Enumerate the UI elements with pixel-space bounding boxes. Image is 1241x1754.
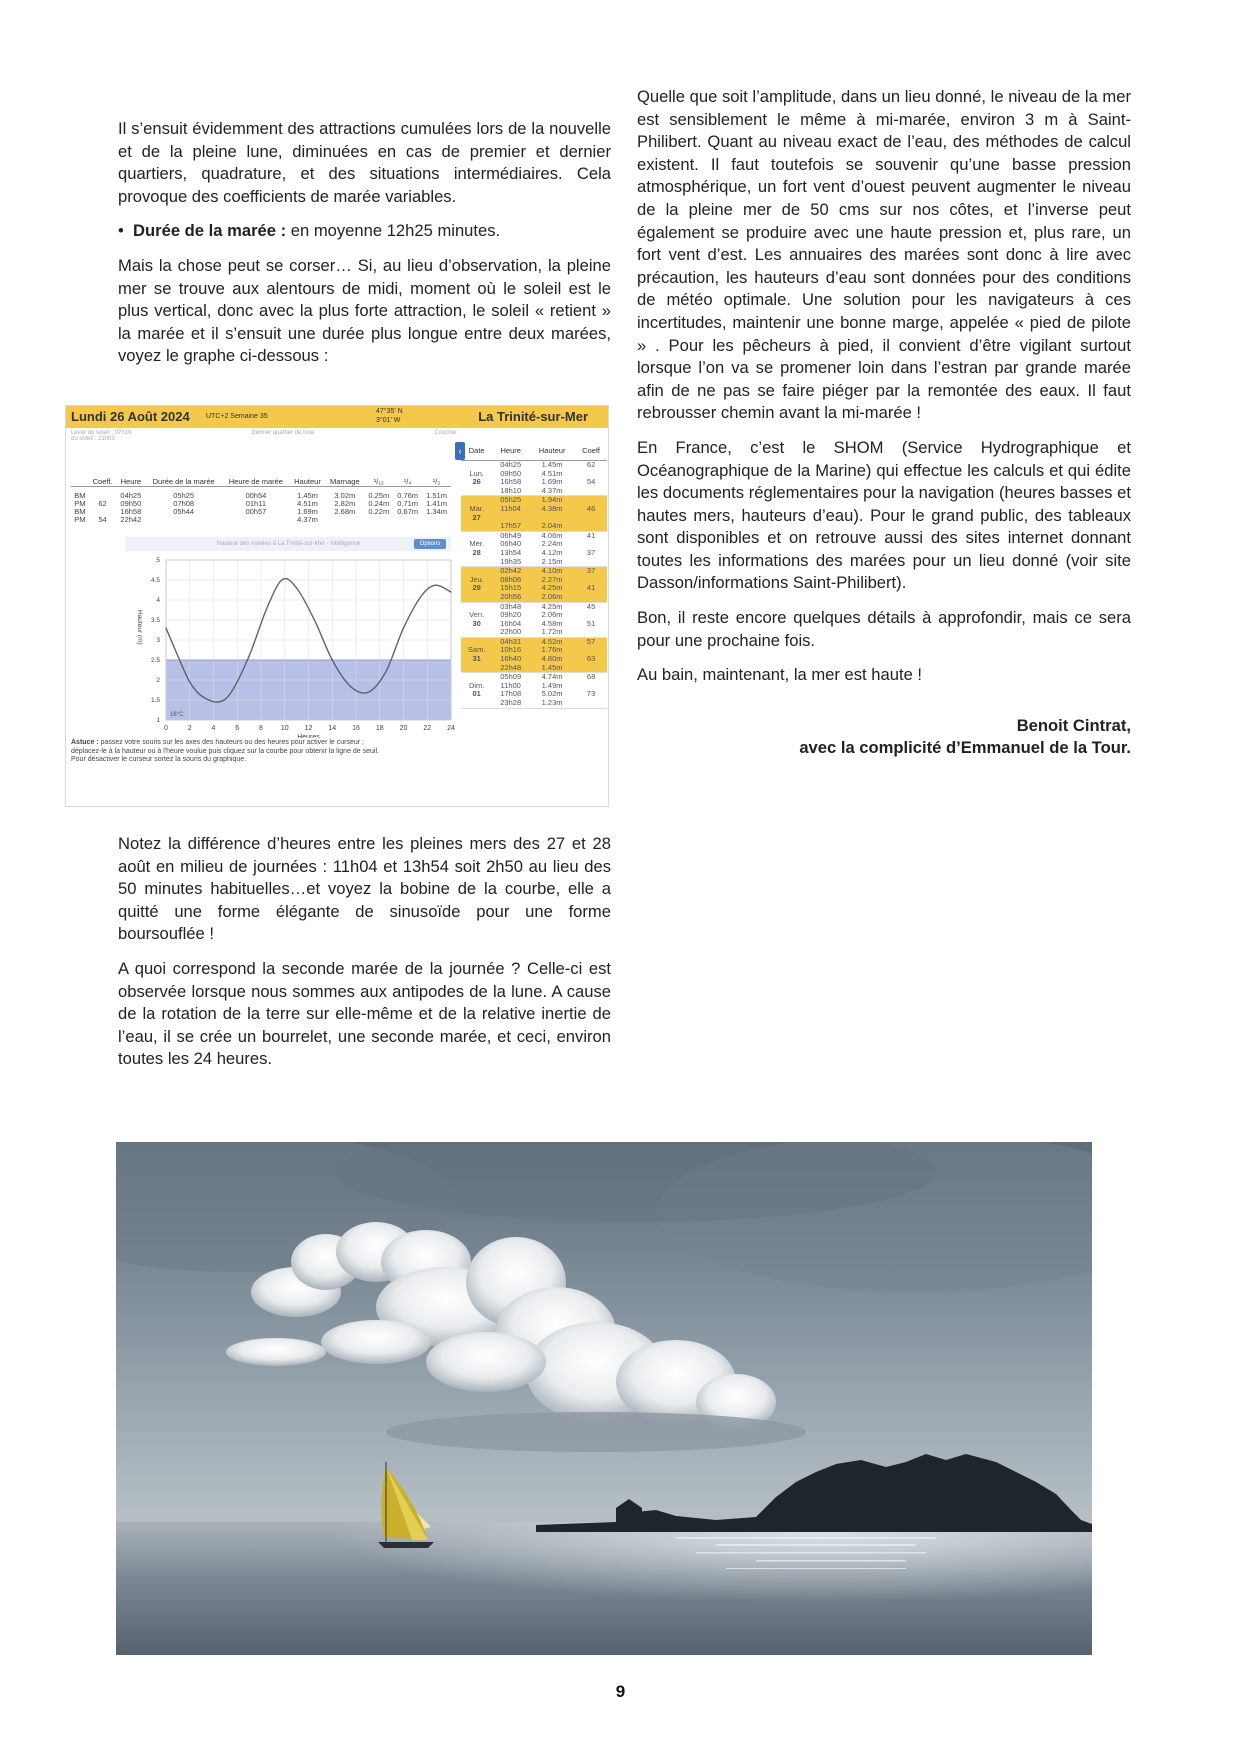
tip-text: Astuce : passez votre souris sur les axes des hauteurs ou des heures pour activer le curseur ; déplacez-le à la hauteur ou à l'heure voulue puis cliquez sur la courbe pour obtenir la ligne de seuil. Pour désactiver le curseur sortez la souris du graphique. [71, 739, 379, 763]
table-row: BM 16h58 05h44 00h57 1.69m 2.68m 0.22m 0.67m 1.34m [74, 507, 447, 516]
y-tick-label: 1.5 [150, 697, 160, 704]
table-row: BM 04h25 05h25 00h54 1.45m 3.02m 0.25m 0.76m 1.51m [74, 491, 447, 500]
x-tick-label: 0 [164, 725, 168, 732]
bullet-text: en moyenne 12h25 minutes. [286, 221, 501, 241]
y-tick-label: 1 [156, 717, 160, 724]
data-point [165, 627, 166, 628]
x-tick-label: 20 [399, 725, 408, 732]
y-tick-label: 5 [156, 557, 160, 564]
y-tick-label: 4.5 [150, 577, 160, 584]
data-point [231, 691, 232, 692]
data-point [296, 587, 297, 588]
table-row: PM 54 22h42 4.37m [74, 515, 318, 524]
signature: Benoit Cintrat, avec la complicité d’Emmanuel de la Tour. [799, 715, 1131, 757]
tide-coords: 47°35' N 3°01' W [376, 408, 403, 424]
tide-day-row[interactable]: Jeu. 29 02h42 08h06 15h15 20h56 4.10m 2.27m 4.25m 2.06m 37 41 [461, 567, 607, 602]
data-point [421, 595, 422, 596]
tide-table-figure [65, 405, 609, 807]
tide-main-table: Coeff. Heure Durée de la marée Heure de marée Hauteur Marnage ¹/₁₂ ¹/₄ ¹/₂ BM 04h25 05h25 00h54 1.45m 3.02m 0.25m 0.76m 1.51m PM 62 09h50 07h08 01h11 4.51m 2.82m 0.24m 0.71m 1.41m BM 16h58 05h44 00h57 1.69m 2.68m 0.22m 0.67m 1.34m PM 54 22h42 4.37m [71, 448, 451, 524]
y-tick-label: 4 [156, 597, 160, 604]
data-point [282, 579, 283, 580]
x-tick-label: 14 [328, 725, 337, 732]
tide-chart[interactable] [86, 552, 456, 738]
paragraph: Il s’ensuit évidemment des attractions cumulées lors de la nouvelle et de la pleine lune, diminuées en cas de premier et dernier quartiers, quadrature, et des situations intermédiaires. Cela provoque des coefficients de marée variables. [118, 119, 611, 206]
x-tick-label: 22 [423, 725, 432, 732]
y-tick-label: 3 [156, 637, 160, 644]
data-point [201, 695, 202, 696]
paragraph: A quoi correspond la seconde marée de la journée ? Celle-ci est observée lorsque nous sommes aux antipodes de la lune. A cause de la rotation de la terre sur elle-même et de la relative inertie de l’eau, il se crée un bourrelet, une seconde marée, et ceci, environ toutes les 24 heures. [118, 958, 611, 1069]
tide-day-row[interactable]: Sam. 31 04h31 10h16 16h40 22h48 4.52m 1.76m 4.80m 1.45m 57 63 [461, 637, 607, 672]
paragraph: Au bain, maintenant, la mer est haute ! [637, 665, 923, 685]
tide-week-table: Date Heure Hauteur Coeff Lun. 26 04h25 09h50 16h58 18h10 1.45m 4.51m 1.69m 4.37m 62 54 Mar. 27 05h25 11h04 17h57 1.94m 4.38m 2.04m 46 Mer. 28 06h49 06h40 13h54 19h35 4.06m 2.24m 4.12m 2.15m 41 37 Jeu. 29 02h42 08h06 15h15 20h56 4.10m 2.27m 4.25m 2.06m 37 41 Ven. 30 03h48 09h20 16h04 22h00 4.25m 2.06m 4.58m 1.72m 45 51 Sam. 31 04h31 10h16 16h40 22h48 4.52m 1.76m 4.80m 1.45m 57 63 Dim. 01 05h09 11h00 17h08 23h28 4.74m 1.49m 5.02m 1.23m 68 73 [461, 440, 607, 709]
data-point [332, 659, 333, 660]
options-button[interactable]: Options [414, 539, 446, 549]
chart-title: Hauteur des marées à La Trinité-sur-Mer - intelligence [126, 537, 451, 551]
y-tick-label: 2 [156, 677, 160, 684]
left-column-top [118, 118, 611, 380]
tide-subheader: Lever du soleil : 07h19 Dernier quartier de lune Coucher du soleil : 21h03 [71, 430, 458, 442]
tide-utc: UTC+2 Semaine 35 [206, 413, 268, 420]
tide-day-row[interactable]: Dim. 01 05h09 11h00 17h08 23h28 4.74m 1.49m 5.02m 1.23m 68 73 [461, 673, 607, 708]
tide-day-row[interactable]: Mar. 27 05h25 11h04 17h57 1.94m 4.38m 2.04m 46 [461, 496, 607, 531]
chevron-left-icon[interactable]: ‹ [455, 442, 465, 460]
right-column [637, 86, 1131, 771]
data-point [249, 655, 250, 656]
data-point [385, 671, 386, 672]
tide-day-row[interactable]: Ven. 30 03h48 09h20 16h04 22h00 4.25m 2.06m 4.58m 1.72m 45 51 [461, 602, 607, 637]
temperature-label: 18°C [170, 712, 184, 718]
x-tick-label: 16 [352, 725, 360, 732]
x-tick-label: 24 [447, 725, 455, 732]
paragraph: Bon, il reste encore quelques détails à approfondir, mais ce sera pour une prochaine fois. [637, 608, 1131, 650]
data-point [435, 585, 436, 586]
paragraph: Notez la différence d’heures entre les pleines mers des 27 et 28 août en milieu de journées : 11h04 et 13h54 soit 2h50 au lieu des 50 minutes habituelles…et voyez la bobine de la courbe, elle a quitté une forme élégante de sinusoïde pour une forme boursouflée ! [118, 834, 611, 944]
paragraph: Mais la chose peut se corser… Si, au lieu d’observation, la pleine mer se trouve aux alentours de midi, moment où le soleil est le plus vertical, donc avec la plus forte attraction, le soleil « retient » la marée et il s’ensuit une durée plus longue entre deux marées, voyez le graphe ci-dessous : [118, 255, 611, 366]
x-tick-label: 10 [280, 725, 289, 732]
x-tick-label: 6 [235, 725, 240, 732]
y-axis-label: Hauteur (m) [136, 610, 143, 645]
tide-week-panel [458, 440, 607, 709]
data-point [450, 591, 451, 592]
bullet-item: • Durée de la marée : en moyenne 12h25 minutes. [118, 221, 501, 241]
data-point [314, 619, 315, 620]
paragraph: Quelle que soit l’amplitude, dans un lieu donné, le niveau de la mer est sensiblement le même à mi-marée, environ 3 m à Saint-Philibert. Quant au niveau exact de l’eau, des méthodes de calcul existent. Il faut toutefois se souvenir qu’une basse pression atmosphérique, un fort vent d’ouest peuvent augmenter le niveau de la pleine mer de 50 cms sur nos côtes, et l’inverse peut également se produire avec une haute pression et, plus rare, un fort vent d’est. Les annuaires des marées sont donc à lire avec précaution, les hauteurs d’eau sont données pour des conditions de météo optimale. Une solution pour les navigateurs à ces incertitudes, maintenir une bonne marge, appelée « pied de pilote » . Pour les pêcheurs à pied, il convient d’être vigilant surtout lorsque l’on va se promener loin dans l’estran par grande marée afin de ne pas se faire piéger par la remontée des eaux. Il faut rebrousser chemin avant la mi-marée ! [637, 87, 1131, 423]
data-point [189, 681, 190, 682]
data-point [367, 692, 368, 693]
page-number: 9 [615, 1682, 626, 1701]
y-tick-label: 2.5 [150, 657, 160, 664]
tide-day-row[interactable]: Lun. 26 04h25 09h50 16h58 18h10 1.45m 4.51m 1.69m 4.37m 62 54 [461, 461, 607, 496]
x-tick-label: 18 [375, 725, 384, 732]
x-axis-label: Heures [297, 734, 320, 738]
bullet-label: Durée de la marée : [133, 221, 287, 241]
x-tick-label: 8 [259, 725, 263, 732]
x-tick-label: 12 [304, 725, 313, 732]
data-point [403, 627, 404, 628]
data-point [266, 607, 267, 608]
tide-place: La Trinité-sur-Mer [478, 409, 588, 424]
seascape-photo [116, 1142, 1092, 1655]
left-column-bottom [118, 833, 611, 1083]
tide-header [66, 406, 608, 428]
tide-day-row[interactable]: Mer. 28 06h49 06h40 13h54 19h35 4.06m 2.24m 4.12m 2.15m 41 37 [461, 531, 607, 566]
y-tick-label: 3.5 [150, 617, 160, 624]
data-point [349, 685, 350, 686]
data-point [177, 655, 178, 656]
table-row: PM 62 09h50 07h08 01h11 4.51m 2.82m 0.24m 0.71m 1.41m [74, 499, 447, 508]
tide-date: Lundi 26 Août 2024 [71, 409, 190, 424]
data-point [218, 701, 219, 702]
x-tick-label: 4 [211, 725, 216, 732]
x-tick-label: 2 [187, 725, 192, 732]
paragraph: En France, c’est le SHOM (Service Hydrographique et Océanographique de la Marine) qui effectue les calculs et qui édite les documents réglementaires pour la navigation (heures basses et hautes mers, hauteurs d’eau). Pour le grand public, des tableaux sont disponibles et on retrouve aussi des sites internet donnant toutes les informations des marées pour un lieu donné (voir site Dasson/informations Saint-Philibert). [637, 437, 1131, 593]
